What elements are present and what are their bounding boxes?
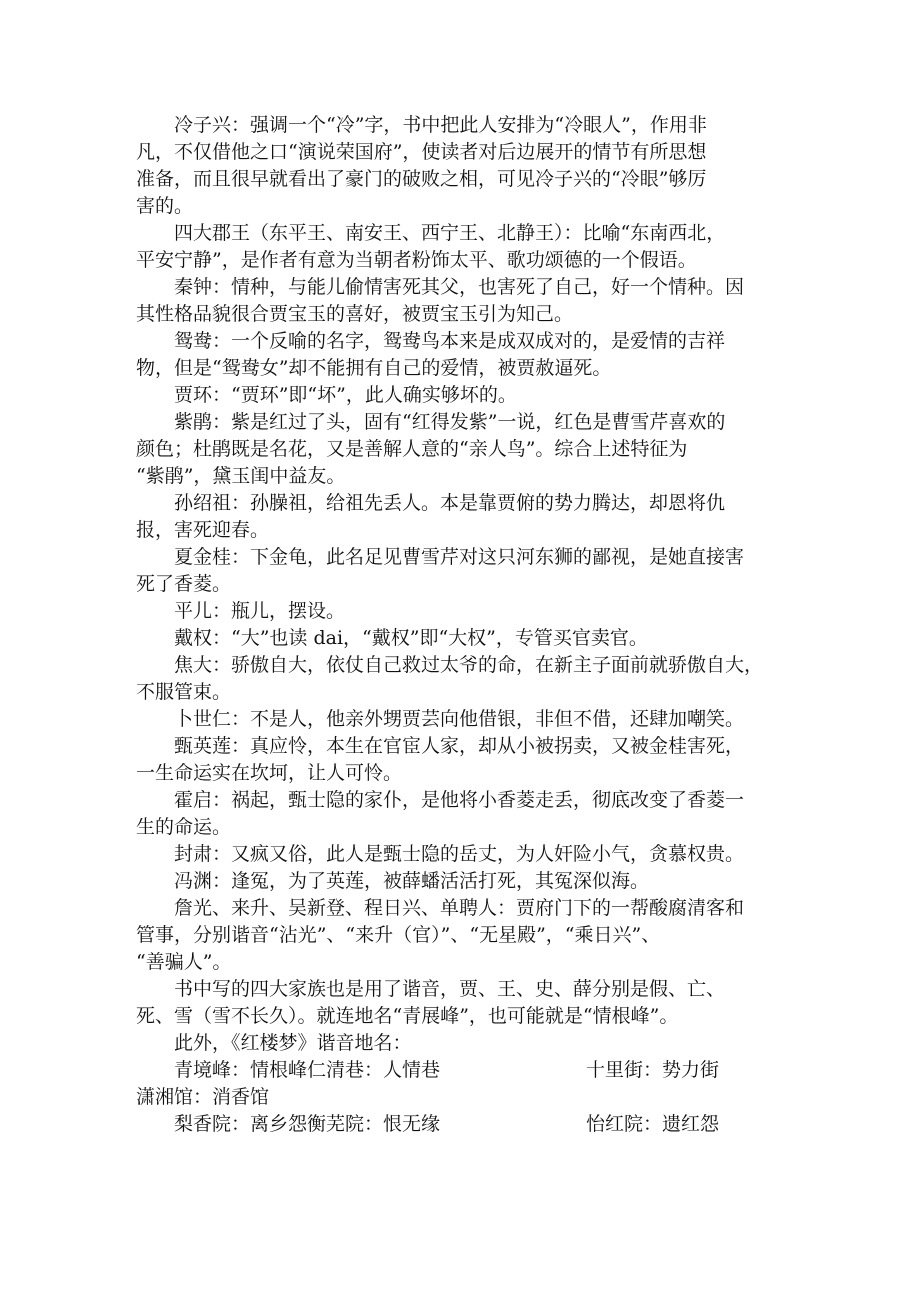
text-line: 平儿：瓶儿，摆设。 — [174, 600, 346, 622]
text-line: 准备，而且很早就看出了豪门的破败之相，可见冷子兴的“冷眼”够厉 — [136, 168, 707, 190]
entry-jia-huan — [136, 382, 786, 409]
place-names-row-2 — [136, 1084, 786, 1111]
text-line: 报，害死迎春。 — [136, 519, 270, 541]
text-line: 封肃：又疯又俗，此人是甄士隐的岳丈，为人奸险小气，贪慕权贵。 — [174, 843, 745, 865]
entry-four-princes — [136, 220, 786, 274]
text-line: “善骗人”。 — [136, 951, 232, 973]
text-line: 焦大：骄傲自大，依仗自己救过太爷的命，在新主子面前就骄傲自大， — [174, 654, 764, 676]
place-names-right: 怡红院：遗红怨 — [586, 1113, 720, 1135]
text-line: 甄英莲：真应怜，本生在官宦人家，却从小被拐卖，又被金桂害死， — [174, 735, 745, 757]
text-line: 戴权：“大”也读 dai，“戴权”即“大权”，专管买官卖官。 — [174, 627, 648, 649]
entry-yuan-yang — [136, 328, 786, 382]
entry-dai-quan — [136, 625, 786, 652]
text-line: 凡，不仅借他之口“演说荣国府”，使读者对后边展开的情节有所思想 — [136, 141, 707, 163]
entry-feng-yuan — [136, 868, 786, 895]
entry-xia-jingui — [136, 544, 786, 598]
text-line: 贾环：“贾环”即“坏”，此人确实够坏的。 — [174, 384, 517, 406]
entry-place-names-intro — [136, 1030, 786, 1057]
entry-bu-shiren — [136, 706, 786, 733]
text-line: 冷子兴：强调一个“冷”字，书中把此人安排为“冷眼人”，作用非 — [174, 114, 707, 136]
text-line: 书中写的四大家族也是用了谐音，贾、王、史、薛分别是假、亡、 — [174, 978, 726, 1000]
entry-sun-shaozu — [136, 490, 786, 544]
text-line: 生的命运。 — [136, 816, 232, 838]
text-line: 此外，《红楼梦》谐音地名： — [174, 1032, 412, 1054]
place-names-line: 潇湘馆：消香馆 — [136, 1086, 270, 1108]
entry-jiao-da — [136, 652, 786, 706]
text-line: 四大郡王（东平王、南安王、西宁王、北静王）：比喻“东南西北， — [174, 222, 726, 244]
place-names-row-1 — [136, 1057, 786, 1084]
text-line: 颜色；杜鹃既是名花，又是善解人意的“亲人鸟”。综合上述特征为 — [136, 438, 688, 460]
text-line: 平安宁静”，是作者有意为当朝者粉饰太平、歌功颂德的一个假语。 — [136, 249, 697, 271]
entry-four-families — [136, 976, 786, 1030]
entry-zi-juan — [136, 409, 786, 490]
entry-ping-er — [136, 598, 786, 625]
text-line: 紫鹃：紫是红过了头，固有“红得发紫”一说，红色是曹雪芹喜欢的 — [174, 411, 726, 433]
entry-qin-zhong — [136, 274, 786, 328]
text-line: 夏金桂：下金龟，此名足见曹雪芹对这只河东狮的鄙视，是她直接害 — [174, 546, 745, 568]
text-line: 死、雪（雪不长久）。就连地名“青展峰”，也可能就是“情根峰”。 — [136, 1005, 679, 1027]
place-names-left: 青境峰：情根峰仁清巷：人情巷 — [174, 1059, 441, 1081]
entry-feng-su — [136, 841, 786, 868]
text-line: 孙绍祖：孙臊祖，给祖先丢人。本是靠贾俯的势力腾达，却恩将仇 — [174, 492, 726, 514]
text-line: 霍启：祸起，甄士隐的家仆，是他将小香菱走丢，彻底改变了香菱一 — [174, 789, 745, 811]
text-line: 冯渊：逢冤，为了英莲，被薛蟠活活打死，其冤深似海。 — [174, 870, 650, 892]
entry-leng-zixing — [136, 112, 786, 220]
text-line: 不服管束。 — [136, 681, 232, 703]
text-line: 管事，分别谐音“沾光”、“来升（官）”、“无星殿”，“乘日兴”、 — [136, 924, 661, 946]
place-names-left: 梨香院：离乡怨衡芜院：恨无缘 — [174, 1113, 441, 1135]
text-line: 其性格品貌很合贾宝玉的喜好，被贾宝玉引为知己。 — [136, 303, 574, 325]
text-line: “紫鹃”，黛玉闺中益友。 — [136, 465, 346, 487]
text-line: 鸳鸯：一个反喻的名字，鸳鸯鸟本来是成双成对的，是爱情的吉祥 — [174, 330, 726, 352]
document-body — [136, 112, 786, 1138]
text-line: 死了香菱。 — [136, 573, 232, 595]
text-line: 害的。 — [136, 195, 194, 217]
text-line: 詹光、来升、吴新登、程日兴、单聘人：贾府门下的一帮酸腐清客和 — [174, 897, 745, 919]
text-line: 物，但是“鸳鸯女”却不能拥有自己的爱情，被贾赦逼死。 — [136, 357, 612, 379]
text-line: 卜世仁：不是人，他亲外甥贾芸向他借银，非但不借，还肆加嘲笑。 — [174, 708, 745, 730]
place-names-row-3 — [136, 1111, 786, 1138]
text-line: 秦钟：情种，与能儿偷情害死其父，也害死了自己，好一个情种。因 — [174, 276, 745, 298]
entry-zhen-yinglian — [136, 733, 786, 787]
entry-retainers — [136, 895, 786, 976]
entry-huo-qi — [136, 787, 786, 841]
text-line: 一生命运实在坎坷，让人可怜。 — [136, 762, 403, 784]
place-names-right: 十里街：势力街 — [586, 1059, 720, 1081]
